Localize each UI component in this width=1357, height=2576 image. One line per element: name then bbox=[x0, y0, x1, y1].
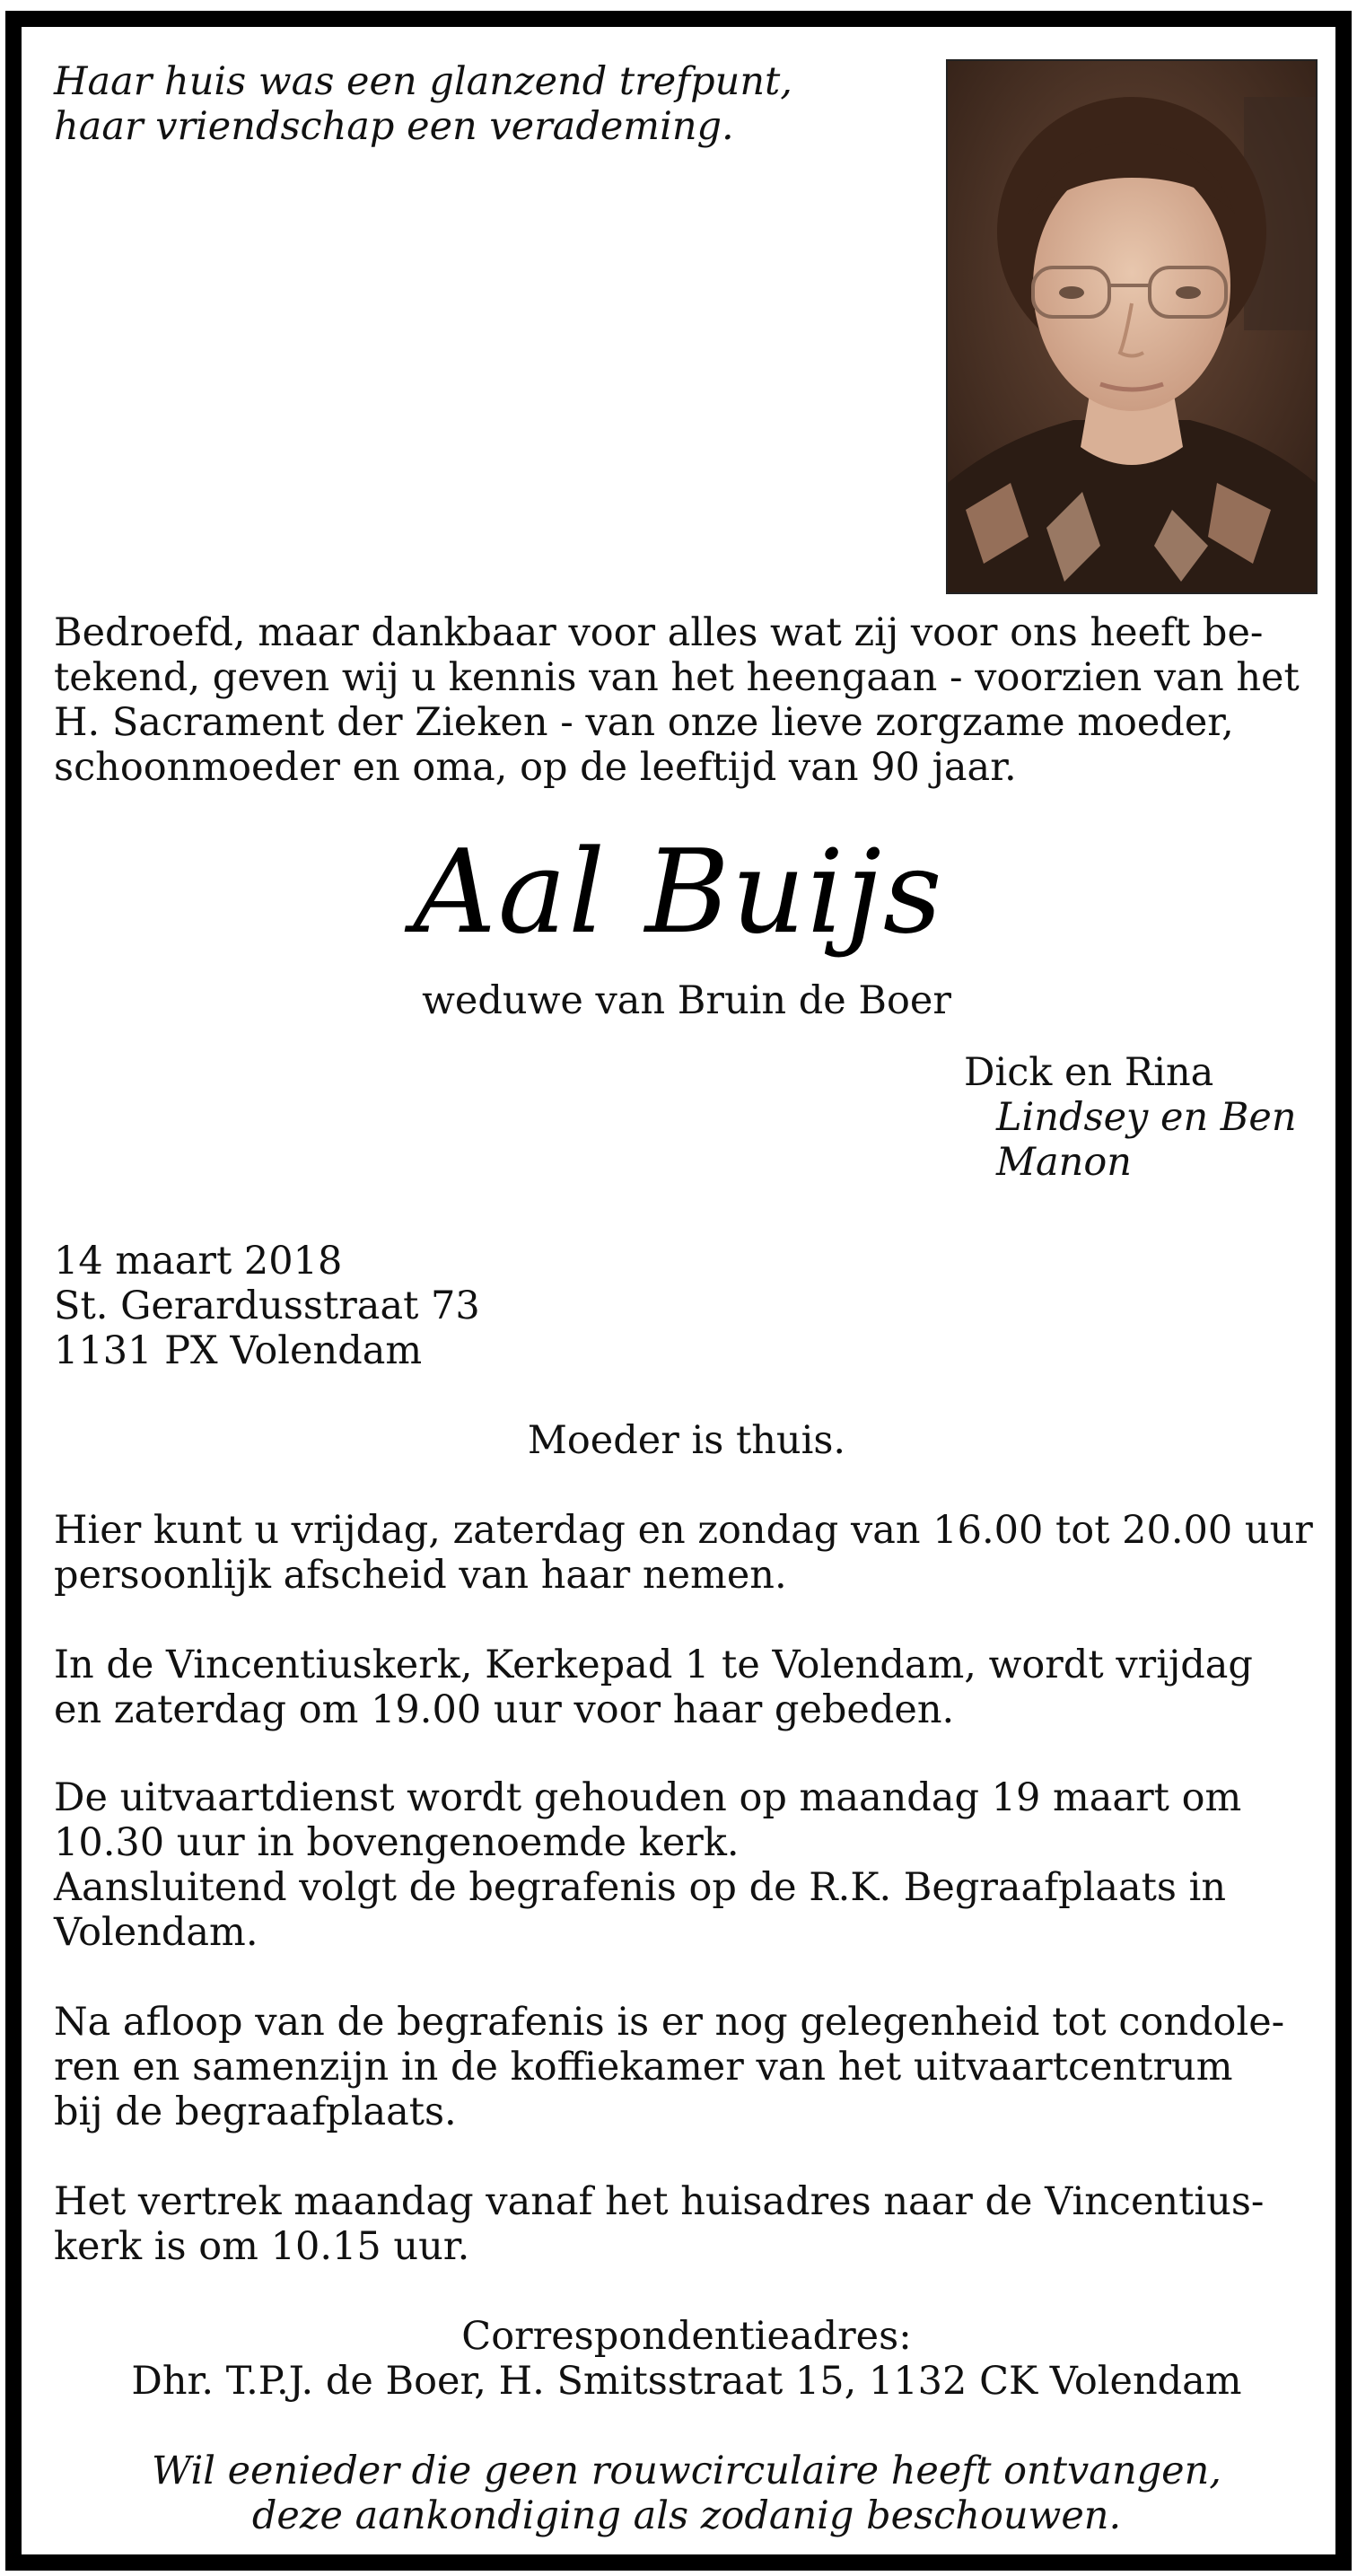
intro-line: tekend, geven wij u kennis van het heengaan - voorzien van het bbox=[54, 655, 1300, 700]
home-address bbox=[54, 1239, 1319, 1373]
intro-line: H. Sacrament der Zieken - van onze lieve zorgzame moeder, bbox=[54, 700, 1234, 745]
prayer-line: en zaterdag om 19.00 uur voor haar gebeden. bbox=[54, 1687, 955, 1732]
closing-note bbox=[54, 2449, 1319, 2538]
portrait-illustration bbox=[948, 61, 1316, 592]
prayer-paragraph bbox=[54, 1643, 1319, 1732]
announcement-paragraph bbox=[54, 610, 1319, 790]
family-grandchildren-1: Lindsey en Ben bbox=[996, 1095, 1297, 1140]
visiting-line: persoonlijk afscheid van haar nemen. bbox=[54, 1553, 787, 1598]
funeral-line: Aansluitend volgt de begrafenis op de R.K. Begraafplaats in bbox=[54, 1865, 1227, 1910]
closing-line-1: Wil eenieder die geen rouwcirculaire heeft ontvangen, bbox=[152, 2449, 1221, 2493]
family-list bbox=[964, 1050, 1297, 1185]
closing-line-2: deze aankondiging als zodanig beschouwen. bbox=[251, 2493, 1122, 2538]
departure-line: kerk is om 10.15 uur. bbox=[54, 2224, 470, 2269]
visiting-paragraph bbox=[54, 1508, 1319, 1598]
intro-line: schoonmoeder en oma, op de leeftijd van 90 jaar. bbox=[54, 745, 1017, 790]
departure-paragraph bbox=[54, 2179, 1319, 2269]
family-grandchildren-2: Manon bbox=[996, 1140, 1132, 1185]
prayer-line: In de Vincentiuskerk, Kerkepad 1 te Volendam, wordt vrijdag bbox=[54, 1643, 1253, 1687]
condolence-line: Na afloop van de begrafenis is er nog gelegenheid tot condole- bbox=[54, 2000, 1285, 2045]
quote-line-2: haar vriendschap een verademing. bbox=[54, 104, 734, 149]
intro-line: Bedroefd, maar dankbaar voor alles wat zij voor ons heeft be- bbox=[54, 610, 1264, 655]
correspondence-block bbox=[54, 2314, 1319, 2404]
condolence-line: bij de begraafplaats. bbox=[54, 2090, 457, 2134]
address-street: St. Gerardusstraat 73 bbox=[54, 1284, 480, 1328]
condolence-paragraph bbox=[54, 2000, 1319, 2134]
family-children: Dick en Rina bbox=[964, 1050, 1214, 1095]
address-city: 1131 PX Volendam bbox=[54, 1328, 423, 1373]
condolence-line: ren en samenzijn in de koffiekamer van het uitvaartcentrum bbox=[54, 2045, 1233, 2090]
correspondence-label: Correspondentieadres: bbox=[461, 2314, 912, 2359]
portrait-photo bbox=[946, 59, 1318, 594]
announcement-date: 14 maart 2018 bbox=[54, 1239, 343, 1284]
quote-line-1: Haar huis was een glanzend trefpunt, bbox=[54, 59, 792, 104]
departure-line: Het vertrek maandag vanaf het huisadres naar de Vincentius- bbox=[54, 2179, 1265, 2224]
home-note: Moeder is thuis. bbox=[527, 1418, 846, 1463]
opening-quote bbox=[54, 59, 933, 149]
obituary-card bbox=[5, 11, 1352, 2571]
deceased-name: Aal Buijs bbox=[413, 826, 944, 959]
funeral-paragraph bbox=[54, 1775, 1319, 1955]
funeral-line: De uitvaartdienst wordt gehouden op maandag 19 maart om bbox=[54, 1775, 1242, 1820]
funeral-line: 10.30 uur in bovengenoemde kerk. bbox=[54, 1820, 740, 1865]
correspondence-address: Dhr. T.P.J. de Boer, H. Smitsstraat 15, 1132 CK Volendam bbox=[131, 2359, 1242, 2404]
visiting-line: Hier kunt u vrijdag, zaterdag en zondag van 16.00 tot 20.00 uur bbox=[54, 1508, 1313, 1553]
funeral-line: Volendam. bbox=[54, 1910, 258, 1955]
widow-of-line: weduwe van Bruin de Boer bbox=[422, 978, 951, 1023]
